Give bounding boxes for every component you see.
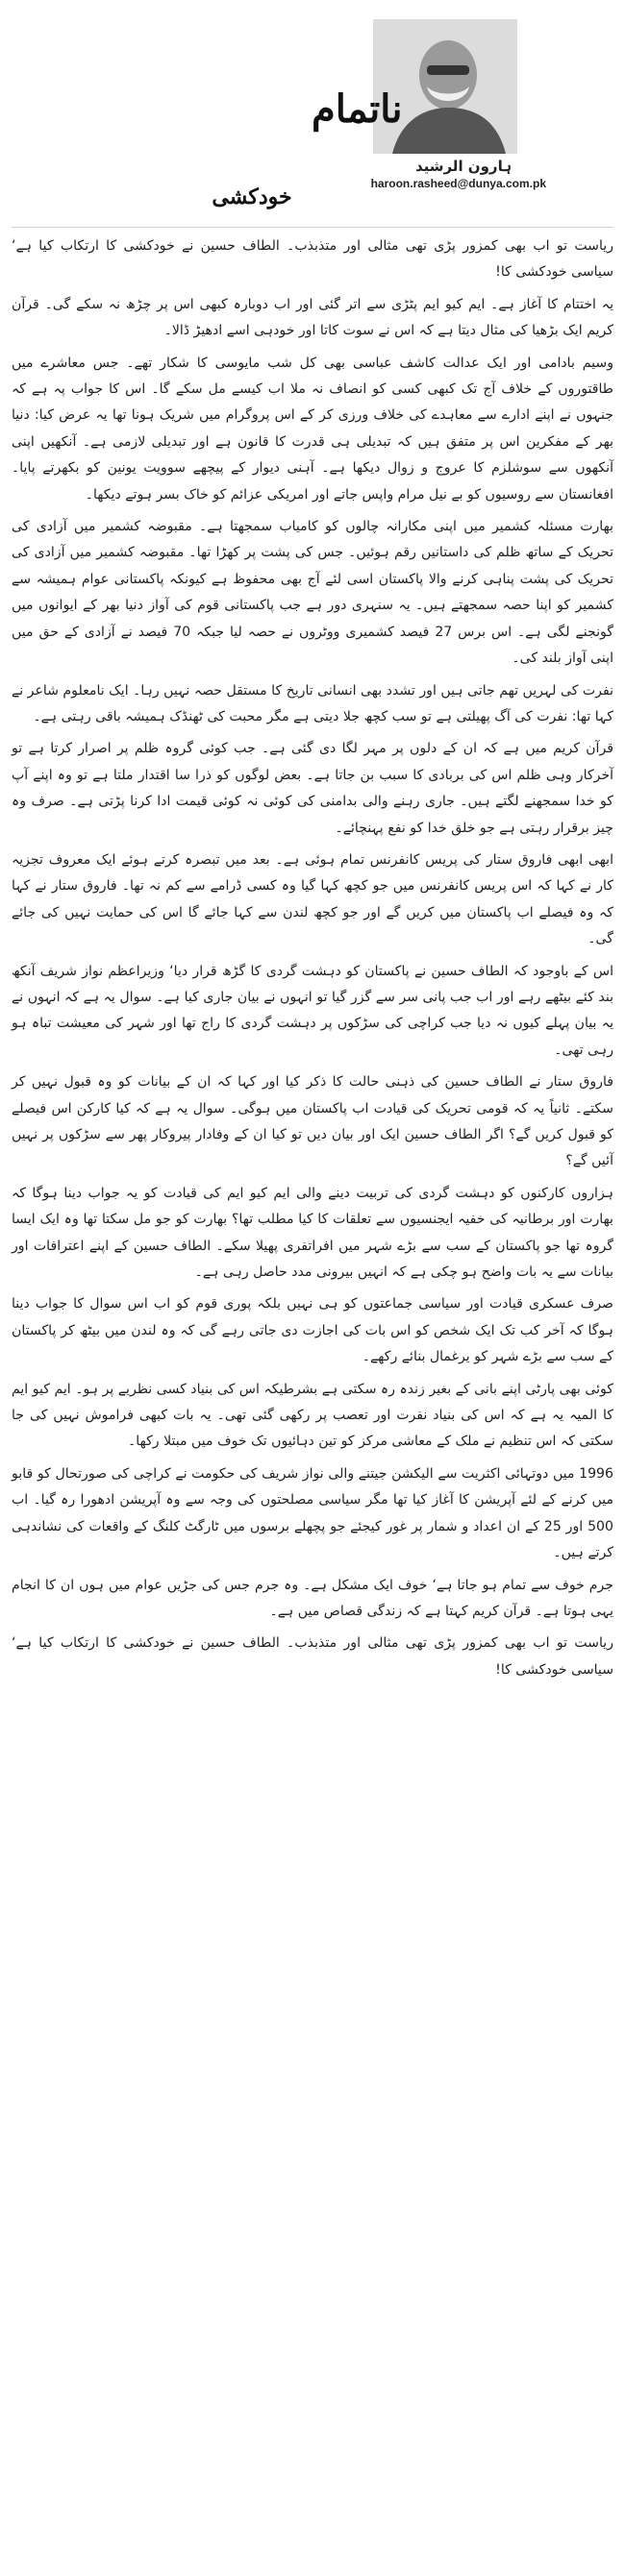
article-body xyxy=(12,228,613,1683)
paragraph: نفرت کی لہریں تھم جاتی ہیں اور تشدد بھی انسانی تاریخ کا مستقل حصہ نہیں رہا۔ ایک نامعلوم شاعر نے کہا تھا: نفرت کی آگ پھیلتی ہے تو سب کچھ جلا دیتی ہے مگر محبت کی ٹھنڈک ہمیشہ باقی رہتی ہے۔ xyxy=(12,682,613,724)
paragraph: جرم خوف سے تمام ہو جاتا ہے‘ خوف ایک مشکل ہے۔ وہ جرم جس کی جڑیں عوام میں ہوں ان کا انجام یہی ہوتا ہے۔ قرآن کریم کہتا ہے کہ زندگی قصاص میں ہے۔ xyxy=(12,1577,613,1619)
paragraph: کوئی بھی پارٹی اپنے بانی کے بغیر زندہ رہ سکتی ہے بشرطیکہ اس کی بنیاد کسی نظریے پر ہو۔ ایم کیو ایم کا المیہ یہ ہے کہ اس کی بنیاد نفرت اور تعصب پر رکھی گئی تھی۔ یہ بات کبھی فراموش نہیں کی جا سکتی کہ اس تنظیم نے ملک کے معاشی مرکز کو تین دہائیوں تک خوف میں مبتلا رکھا۔ xyxy=(12,1381,613,1450)
paragraph: قرآن کریم میں ہے کہ ان کے دلوں پر مہر لگا دی گئی ہے۔ جب کوئی گروہ ظلم پر اصرار کرتا ہے تو آخرکار وہی ظلم اس کی بربادی کا سبب بن جاتا ہے۔ بعض لوگوں کو ذرا سا اقتدار ملتا ہے تو وہ اپنے آپ کو خدا سمجھنے لگتے ہیں۔ جاری رہنے والی بدامنی کی کوئی نہ کوئی قیمت ادا کرنا پڑتی ہے۔ صرف وہ چیز برقرار رہتی ہے جو خلق خدا کو نفع پہنچائے۔ xyxy=(12,741,613,836)
paragraph: صرف عسکری قیادت اور سیاسی جماعتوں کو ہی نہیں بلکہ پوری قوم کو اب اس سوال کا جواب دینا ہوگا کہ آخر کب تک ایک شخص کو اس بات کی اجازت دی جاتی رہے گی کہ وہ لندن میں بیٹھ کر پاکستان کے سب سے بڑے شہر کو یرغمال بنائے رکھے۔ xyxy=(12,1296,613,1365)
paragraph: یہ اختتام کا آغاز ہے۔ ایم کیو ایم پٹڑی سے اتر گئی اور اب دوبارہ کبھی اس پر چڑھ نہ سکے گی۔ قرآن کریم ایک بڑھیا کی مثال دیتا ہے کہ اس نے سوت کاتا اور خودہی اسے ادھیڑ ڈالا۔ xyxy=(12,296,613,339)
author-name: ہارون الرشید xyxy=(414,158,512,175)
column-masthead xyxy=(12,8,613,228)
column-title: خودکشی xyxy=(212,184,292,209)
paragraph: فاروق ستار نے الطاف حسین کی ذہنی حالت کا ذکر کیا اور کہا کہ ان کے بیانات کو وہ قبول نہیں کر سکتے۔ ثانیاً یہ کہ قومی تحریک کی قیادت اب پاکستان میں ہوگی۔ سوال یہ ہے کہ کیا کارکن اس فیصلے کو قبول کریں گے؟ اگر الطاف حسین ایک اور بیان دیں تو کیا ان کے وفادار پیروکار پھر سے سڑکوں پر نہیں آئیں گے؟ xyxy=(12,1074,613,1169)
paragraph: اس کے باوجود کہ الطاف حسین نے پاکستان کو دہشت گردی کا گڑھ قرار دیا‘ وزیراعظم نواز شریف آنکھ بند کئے بیٹھے رہے اور اب جب پانی سر سے گزر گیا تو انہوں نے بیان جاری کیا ہے۔ سوال یہ ہے کہ انہوں نے یہ بیان پہلے کیوں نہ دیا جب کراچی کی سڑکوں پر دہشت گردی کا راج تھا اور شہر کی معیشت تباہ ہو رہی تھی۔ xyxy=(12,963,613,1058)
paragraph: وسیم بادامی اور ایک عدالت کاشف عباسی بھی کل شب مایوسی کا شکار تھے۔ جس معاشرے میں طاقتوروں کے خلاف آج تک کبھی کسی کو انصاف نہ ملا اب کیسے مل سکے گا۔ اس کا جواب پہ ہے کہ جنہوں نے اپنے ادارے سے معاہدے کی خلاف ورزی کر کے اس پروگرام میں شریک ہونا تھا یہ عرض کیا: دنیا بھر کے مفکرین اس پر متفق ہیں کہ تبدیلی ہی قدرت کا قانون ہے اور تبدیلی لازمی ہے۔ آنکھیں اپنی آنکھوں سے سوشلزم کا عروج و زوال دیکھا ہے۔ آہنی دیوار کے پیچھے سوویت یونین کو بکھرتے پایا۔ افغانستان سے روسیوں کو بے نیل مرام واپس جاتے اور امریکی عزائم کو خاک بسر ہوتے دیکھا۔ xyxy=(12,355,613,503)
paragraph: ہزاروں کارکنوں کو دہشت گردی کی تربیت دینے والی ایم کیو ایم کی قیادت کو یہ جواب دینا ہوگا کہ بھارت اور برطانیہ کی خفیہ ایجنسیوں سے تعلقات کا کیا مطلب تھا؟ بھارت کو جو مل سکتا تھا وہ ایک ایسا گروہ تھا جو پاکستان کے سب سے بڑے شہر میں افراتفری پھیلا سکے۔ الطاف حسین کے اپنے اعترافات اور بیانات سے یہ بات واضح ہو چکی ہے کہ انہیں بیرونی مدد حاصل رہی ہے۔ xyxy=(12,1185,613,1281)
paragraph: 1996 میں دوتہائی اکثریت سے الیکشن جیتنے والی نواز شریف کی حکومت نے کراچی کی صورتحال کو قابو میں کرنے کے لئے آپریشن کا آغاز کیا تھا مگر سیاسی مصلحتوں کی وجہ سے وہ آپریشن ادھورا رہ گیا۔ اب 500 اور 25 کے ان اعداد و شمار پر غور کیجئے جو پچھلے برسوں میں ٹارگٹ کلنگ کے واقعات کی نشاندہی کرتے ہیں۔ xyxy=(12,1465,613,1561)
author-email[interactable]: haroon.rasheed@dunya.com.pk xyxy=(370,177,546,190)
paragraph: ریاست تو اب بھی کمزور پڑی تھی مثالی اور متذبذب۔ الطاف حسین نے خودکشی کا ارتکاب کیا ہے‘ سیاسی خودکشی کا! xyxy=(12,1635,613,1678)
paragraph: ابھی ابھی فاروق ستار کی پریس کانفرنس تمام ہوئی ہے۔ بعد میں تبصرہ کرتے ہوئے ایک معروف تجزیہ کار نے کہا کہ اس پریس کانفرنس میں جو کچھ کہا گیا وہ کسی ڈرامے سے کم نہ تھا۔ فاروق ستار نے کہا کہ وہ فیصلے اب پاکستان میں کریں گے اور جو کچھ لندن سے کہا جائے گا اس کی حمایت نہیں کی جائے گی۔ xyxy=(12,851,613,947)
paragraph: ریاست تو اب بھی کمزور پڑی تھی مثالی اور متذبذب۔ الطاف حسین نے خودکشی کا ارتکاب کیا ہے‘ سیاسی خودکشی کا! xyxy=(12,238,613,281)
column-brand: ناتمام xyxy=(312,86,403,132)
paragraph: بھارت مسئلہ کشمیر میں اپنی مکارانہ چالوں کو کامیاب سمجھتا ہے۔ مقبوضہ کشمیر میں آزادی کی تحریک کے ساتھ ظلم کی داستانیں رقم ہوئیں۔ جس کی پشت پر کھڑا تھا۔ مقبوضہ کشمیر میں آزادی کی تحریک کی پشت پناہی کرنے والا پاکستان اسی لئے آج بھی محفوظ ہے کیونکہ پاکستانی عوام ہمیشہ سے کشمیر کو اپنا حصہ سمجھتے ہیں۔ یہ سنہری دور ہے جب پاکستانی قوم کی آواز دنیا بھر کے ایوانوں میں گونجنے لگی ہے۔ اس برس 27 فیصد کشمیری ووٹروں نے حصہ لیا جبکہ 70 فیصد نے آزادی کے حق میں اپنی آواز بلند کی۔ xyxy=(12,519,613,667)
